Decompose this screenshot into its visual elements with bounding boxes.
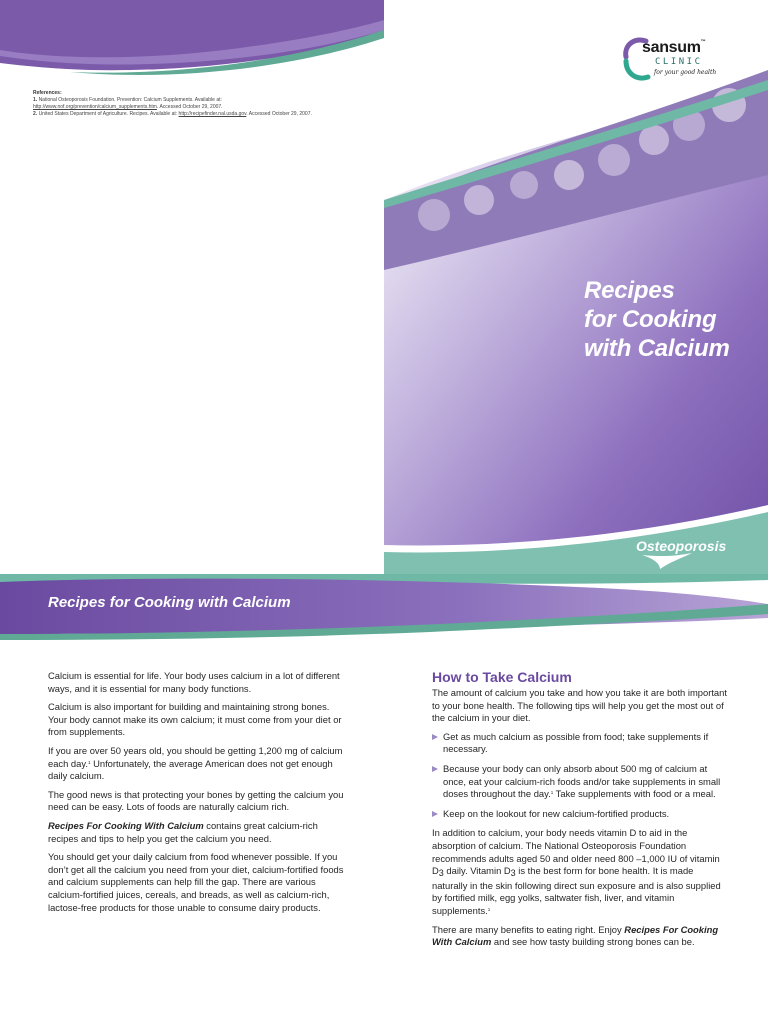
- list-item: Because your body can only absorb about 500 mg of calcium at once, eat your calcium-rich foods and/or take supplements in small doses throughout the day.$^1$ Take supplements with food or a meal.: [432, 763, 728, 801]
- cover-panel: [384, 0, 768, 578]
- sansum-clinic-logo: [622, 35, 752, 87]
- reference-link[interactable]: http://www.nof.org/prevention/calcium_supplements.htm: [33, 103, 157, 110]
- paragraph: Recipes For Cooking With Calcium contains great calcium-rich recipes and tips to help you get the calcium you need.: [48, 819, 318, 844]
- triangle-bullet-icon: [432, 734, 438, 740]
- references-block: [33, 90, 373, 118]
- paragraph: The amount of calcium you take and how you take it are both important to your bone health. The following tips will help you get the most out of the calcium in your diet.: [432, 687, 727, 724]
- paragraph: In addition to calcium, your body needs vitamin D to aid in the absorption of calcium. The National Osteoporosis Foundation recommends adults aged 50 and older need 800 –1,000 IU of vitamin D3 daily. Vitamin D3 is the best form for bone health. It is made naturally in the skin following direct sun exposure and is also supplied by fortified milk, egg yolks, saltwater fish, liver, and vitamin supplements.$^1$: [432, 827, 721, 916]
- paragraph: You should get your daily calcium from food whenever possible. If you don’t get all the calcium you need from your diet, calcium-fortified foods and calcium supplements can help fill the gap. There are various calcium-fortified juices, cereals, and breads, as well as calcium-rich, lactose-free products for those unable to consume dairy products.: [48, 851, 344, 913]
- logo-brand: sansum™: [642, 39, 706, 56]
- cover-title: Recipes for Cooking with Calcium: [584, 277, 730, 362]
- reference-link[interactable]: http://recipefinder.nal.usda.gov: [178, 111, 247, 118]
- reference-item: 1. National Osteoporosis Foundation. Prevention: Calcium Supplements. Available at: http://www.nof.org/prevention/calcium_supplements.htm. Accessed October 29, 2007.: [33, 97, 223, 110]
- references-heading: References:: [33, 90, 62, 96]
- paragraph: If you are over 50 years old, you should be getting 1,200 mg of calcium each day.$^1$ Unfortunately, the average American does not get enough daily calcium.: [48, 744, 343, 782]
- triangle-bullet-icon: [432, 766, 438, 772]
- paragraph: Calcium is also important for building and maintaining strong bones. Your body cannot make its own calcium; it must come from your diet or from supplements.: [48, 701, 342, 738]
- paragraph: There are many benefits to eating right. Enjoy Recipes For Cooking With Calcium and see how tasty building strong bones can be.: [432, 923, 719, 948]
- category-swoosh-icon: [642, 553, 692, 569]
- intro-column: [48, 670, 344, 920]
- how-to-column: [432, 669, 728, 955]
- list-item: Keep on the lookout for new calcium-fortified products.: [432, 808, 728, 821]
- banner-title: Recipes for Cooking with Calcium: [48, 594, 291, 611]
- list-item: Get as much calcium as possible from food; take supplements if necessary.: [432, 731, 728, 756]
- category-label: Osteoporosis: [636, 538, 727, 554]
- reference-item: 2. United States Department of Agriculture. Recipes. Available at: http://recipefinder.nal.usda.gov. Accessed October 29, 2007.: [33, 111, 312, 118]
- paragraph: Calcium is essential for life. Your body uses calcium in a lot of different ways, and it is essential for many body functions.: [48, 670, 340, 694]
- tips-list: [432, 731, 728, 821]
- logo-tagline: for your good health: [654, 69, 717, 76]
- paragraph: The good news is that protecting your bones by getting the calcium you need can be easy. Lots of foods are naturally calcium rich.: [48, 788, 344, 813]
- logo-clinic: CLINIC: [655, 57, 703, 67]
- top-swoosh-graphic: [0, 0, 384, 85]
- triangle-bullet-icon: [432, 811, 438, 817]
- section-heading: How to Take Calcium: [432, 669, 572, 685]
